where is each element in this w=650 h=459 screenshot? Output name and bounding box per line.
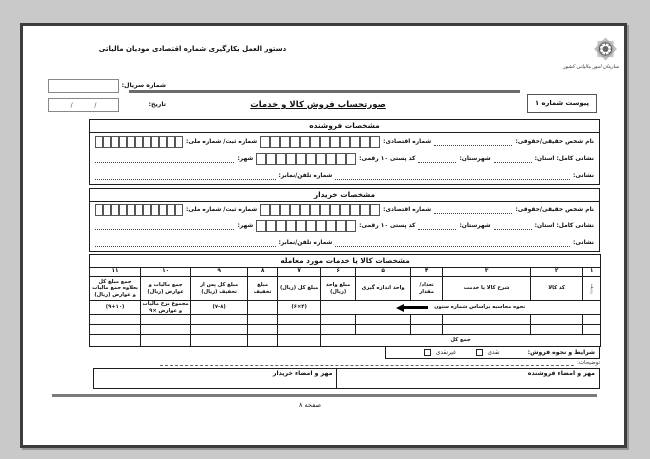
items-section-title: مشخصات کالا یا خدمات مورد معامله (90, 255, 601, 268)
calc-empty-col8 (248, 301, 278, 315)
item-cell[interactable] (531, 315, 583, 325)
seller-address2-label: نشانی: (573, 172, 594, 179)
seller-address2-field[interactable] (335, 172, 570, 180)
calc-formula-col10: مجموع نرخ مالیات و عوارض ×۹ (142, 301, 189, 314)
total-cell[interactable] (191, 335, 248, 347)
item-cell[interactable] (321, 315, 356, 325)
seller-province-field[interactable] (494, 155, 532, 163)
seller-row-address (90, 150, 599, 167)
buyer-postal-grid[interactable] (256, 220, 356, 232)
buyer-address2-field[interactable] (335, 239, 570, 247)
notes-field[interactable] (160, 360, 574, 366)
buyer-phone-field[interactable] (95, 239, 276, 247)
total-cell[interactable] (278, 335, 321, 347)
col-header-unit-price: مبلغ واحد (ریال) (321, 277, 356, 301)
seller-signature-area[interactable] (336, 369, 599, 388)
item-cell[interactable] (356, 325, 411, 335)
seller-phone-field[interactable] (95, 172, 276, 180)
calc-formula-col7: (۶×۴) (278, 301, 321, 315)
item-cell[interactable] (191, 325, 248, 335)
grand-total-row (90, 335, 601, 347)
notes-label: توضیحات: (577, 360, 600, 366)
non-cash-checkbox[interactable] (424, 349, 431, 356)
seller-county-field[interactable] (418, 155, 456, 163)
item-cell[interactable] (531, 325, 583, 335)
item-cell[interactable] (583, 325, 601, 335)
seller-section (89, 119, 600, 185)
cash-option-label: نقدی (487, 349, 500, 356)
item-cell[interactable] (191, 315, 248, 325)
buyer-name-label: نام شخص حقیقی/حقوقی: (515, 207, 594, 214)
serial-number-field[interactable] (48, 79, 119, 93)
buyer-section-title: مشخصات خریدار (90, 189, 599, 202)
seller-signature-label: مهر و امضاء فروشنده (527, 370, 595, 377)
seller-postal-grid[interactable] (256, 153, 356, 165)
item-cell[interactable] (278, 315, 321, 325)
seller-registration-grid[interactable] (95, 136, 183, 148)
tax-organization-logo-icon (592, 35, 619, 63)
total-cell[interactable] (141, 335, 191, 347)
item-cell[interactable] (411, 325, 443, 335)
signatures-box (93, 368, 600, 389)
col-no-2: ۲ (531, 268, 583, 277)
seller-phone-label: شماره تلفن/نمابر: (278, 172, 333, 179)
seller-economic-no-grid[interactable] (260, 136, 380, 148)
attachment-number-box: پیوست شماره ۱ (527, 94, 597, 113)
buyer-county-label: شهرستان: (459, 223, 491, 230)
col-no-11: ۱۱ (90, 268, 141, 277)
seller-name-field[interactable] (434, 138, 512, 146)
buyer-registration-label: شماره ثبت/ شماره ملی: (186, 207, 258, 214)
calc-method-cell (321, 301, 601, 315)
col-no-8: ۸ (248, 268, 278, 277)
notes-row (160, 356, 600, 366)
seller-county-label: شهرستان: (459, 155, 491, 162)
item-cell[interactable] (443, 325, 531, 335)
calculation-row (90, 301, 601, 315)
grand-total-label: جمع کل (321, 335, 601, 347)
col-header-discount: مبلغ تخفیف (248, 277, 278, 301)
buyer-phone-label: شماره تلفن/نمابر: (278, 239, 333, 246)
item-cell[interactable] (443, 315, 531, 325)
col-header-total-after-discount: مبلغ کل پس از تخفیف (ریال) (191, 277, 248, 301)
col-header-unit: واحد اندازه گیری (356, 277, 411, 301)
col-header-grand-total: جمع مبلغ کل بعلاوه جمع مالیات و عوارض (ریال) (90, 277, 141, 301)
item-cell[interactable] (278, 325, 321, 335)
col-header-quantity: تعداد/ مقدار (411, 277, 443, 301)
buyer-address2-label: نشانی: (573, 239, 594, 246)
item-cell[interactable] (141, 325, 191, 335)
seller-address-label: نشانی کامل: استان: (534, 155, 594, 162)
buyer-county-field[interactable] (418, 222, 456, 230)
buyer-economic-no-grid[interactable] (260, 204, 380, 216)
buyer-signature-area[interactable] (94, 369, 336, 388)
buyer-postal-label: کد پستی ۱۰ رقمی: (359, 223, 416, 230)
seller-city-field[interactable] (95, 155, 234, 163)
buyer-row-identity (90, 202, 599, 218)
col-no-1: ۱ (583, 268, 601, 277)
sale-terms-label: شرایط و نحوه فروش: (527, 349, 595, 356)
organization-name: سازمان امور مالیاتی کشور (563, 64, 619, 70)
buyer-row-contact (90, 235, 599, 251)
left-arrow-icon (396, 304, 428, 312)
buyer-city-field[interactable] (95, 222, 234, 230)
item-cell[interactable] (90, 315, 141, 325)
form-title: صورتحساب فروش کالا و خدمات (250, 100, 386, 110)
buyer-address-label: نشانی کامل: استان: (534, 223, 594, 230)
buyer-city-label: شهر: (237, 223, 254, 230)
non-cash-option-label: غیرنقدی (435, 349, 456, 356)
date-separators: / / (70, 101, 97, 109)
col-header-total: مبلغ کل (ریال) (278, 277, 321, 301)
buyer-province-field[interactable] (494, 222, 532, 230)
col-no-9: ۹ (191, 268, 248, 277)
item-cell[interactable] (248, 325, 278, 335)
col-header-tax-duties: جمع مالیات و عوارض (ریال) (141, 277, 191, 301)
buyer-row-address (90, 218, 599, 234)
calc-formula-col9: (۷-۸) (191, 301, 248, 315)
serial-number-label: شماره سریال: (121, 82, 166, 89)
buyer-signature-label: مهر و امضاء خریدار (272, 370, 333, 377)
seller-economic-no-label: شماره اقتصادی: (383, 138, 432, 145)
col-no-7: ۷ (278, 268, 321, 277)
seller-city-label: شهر: (237, 155, 254, 162)
cash-checkbox[interactable] (476, 349, 483, 356)
col-no-3: ۳ (443, 268, 531, 277)
footer-divider (52, 394, 597, 397)
item-cell[interactable] (411, 315, 443, 325)
column-headers-row (90, 277, 601, 301)
seller-postal-label: کد پستی ۱۰ رقمی: (359, 155, 416, 162)
col-no-10: ۱۰ (141, 268, 191, 277)
total-cell[interactable] (248, 335, 278, 347)
item-row-2 (90, 325, 601, 335)
seller-name-label: نام شخص حقیقی/حقوقی: (515, 138, 594, 145)
col-no-4: ۴ (411, 268, 443, 277)
seller-section-title: مشخصات فروشنده (90, 120, 599, 133)
seller-row-identity (90, 133, 599, 150)
col-header-product-code: کد کالا (531, 277, 583, 301)
seller-registration-label: شماره ثبت/ شماره ملی: (186, 138, 258, 145)
page-number: صفحه ۸ (298, 401, 322, 409)
item-cell[interactable] (356, 315, 411, 325)
item-cell[interactable] (141, 315, 191, 325)
buyer-registration-grid[interactable] (95, 204, 183, 216)
item-cell[interactable] (90, 325, 141, 335)
col-header-row-no: ردیف (583, 277, 601, 301)
date-label: تاریخ: (148, 101, 166, 108)
date-field[interactable] (48, 98, 119, 112)
col-header-description: شرح کالا یا خدمت (443, 277, 531, 301)
seller-row-contact (90, 167, 599, 184)
buyer-section (89, 188, 600, 252)
buyer-economic-no-label: شماره اقتصادی: (383, 207, 432, 214)
calc-formula-col11: (۹+۱۰) (90, 301, 141, 315)
calc-method-label: نحوه محاسبه براساس شماره ستون (434, 304, 526, 311)
item-cell[interactable] (248, 315, 278, 325)
item-cell[interactable] (583, 315, 601, 325)
col-no-6: ۶ (321, 268, 356, 277)
buyer-name-field[interactable] (434, 206, 512, 214)
header-divider (129, 90, 520, 93)
item-row-1 (90, 315, 601, 325)
total-cell[interactable] (90, 335, 141, 347)
col-no-5: ۵ (356, 268, 411, 277)
document-title: دستور العمل بکارگیری شماره اقتصادی مودیان مالیاتی (98, 45, 287, 53)
item-cell[interactable] (321, 325, 356, 335)
items-table (89, 254, 601, 347)
column-numbers-row (90, 268, 601, 277)
